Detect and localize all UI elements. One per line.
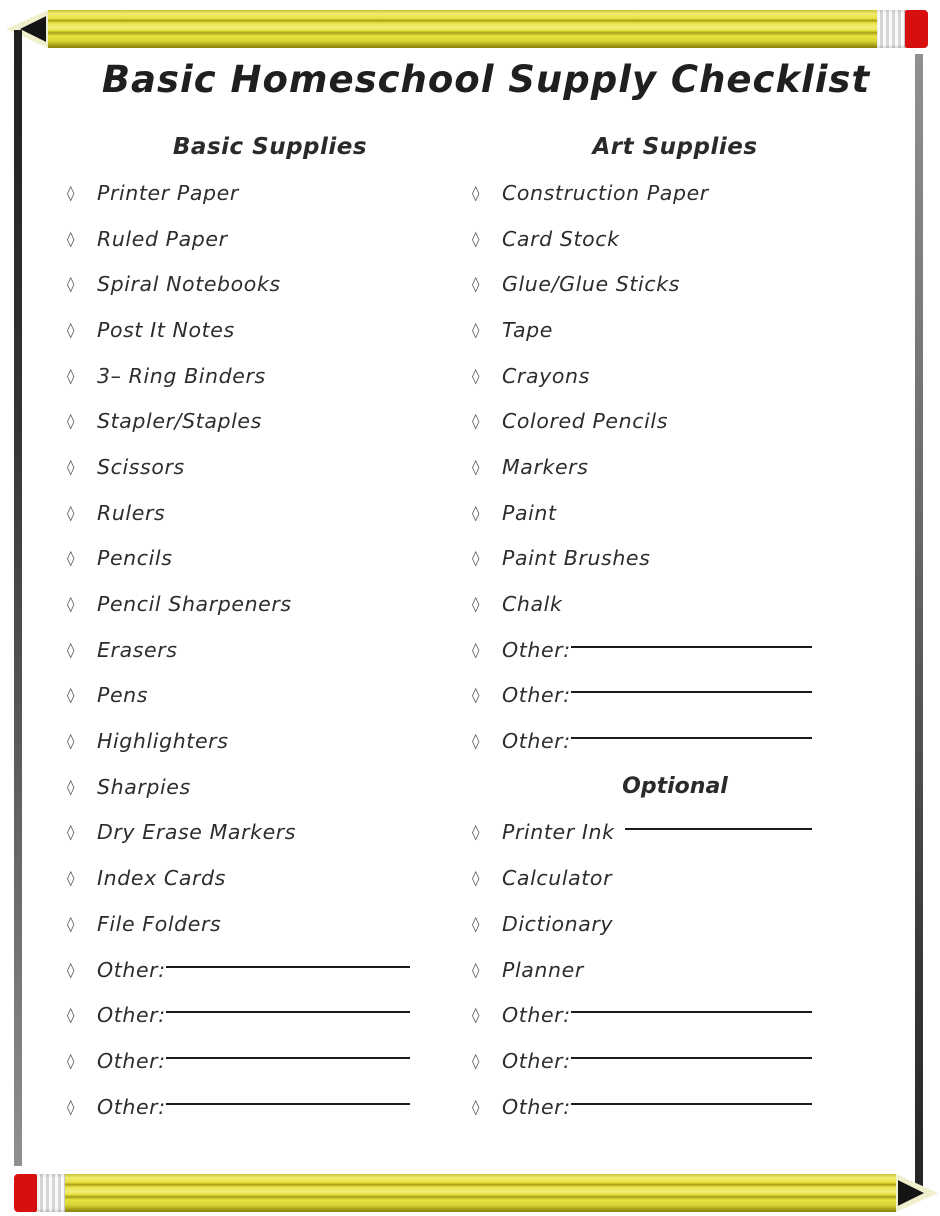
pencil-body — [65, 1174, 896, 1212]
diamond-bullet-icon: ◊ — [67, 595, 75, 614]
diamond-bullet-icon: ◊ — [67, 320, 75, 339]
checklist-item — [470, 216, 812, 262]
fill-in-blank-line — [625, 827, 812, 830]
item-label: Ruled Paper — [97, 226, 228, 251]
pencil-ferrule-icon — [37, 1174, 65, 1212]
checklist-items — [470, 810, 812, 1130]
checklist-item — [470, 307, 812, 353]
item-label: Colored Pencils — [502, 409, 668, 434]
diamond-bullet-icon: ◊ — [67, 1006, 75, 1025]
item-label: Paint — [502, 500, 557, 525]
item-label: Other: — [502, 683, 571, 708]
diamond-bullet-icon: ◊ — [67, 732, 75, 751]
item-label: 3– Ring Binders — [97, 363, 266, 388]
item-label: Stapler/Staples — [97, 409, 262, 434]
diamond-bullet-icon: ◊ — [472, 1051, 480, 1070]
item-label: Spiral Notebooks — [97, 272, 281, 297]
diamond-bullet-icon: ◊ — [472, 229, 480, 248]
item-label: Rulers — [97, 500, 166, 525]
diamond-bullet-icon: ◊ — [472, 1097, 480, 1116]
checklist-item — [65, 947, 410, 993]
diamond-bullet-icon: ◊ — [472, 732, 480, 751]
checklist-item — [65, 536, 410, 582]
diamond-bullet-icon: ◊ — [67, 275, 75, 294]
checklist-item — [65, 1038, 410, 1084]
checklist-item — [470, 673, 812, 719]
diamond-bullet-icon: ◊ — [67, 183, 75, 202]
diamond-bullet-icon: ◊ — [67, 412, 75, 431]
diamond-bullet-icon: ◊ — [472, 320, 480, 339]
fill-in-blank-line — [571, 736, 812, 739]
item-label: Printer Paper — [97, 180, 239, 205]
pencil-ferrule-icon — [877, 10, 905, 48]
item-label: Paint Brushes — [502, 546, 651, 571]
diamond-bullet-icon: ◊ — [67, 1051, 75, 1070]
item-label: Printer Ink — [502, 820, 615, 845]
checklist-item — [470, 992, 812, 1038]
diamond-bullet-icon: ◊ — [67, 640, 75, 659]
diamond-bullet-icon: ◊ — [67, 960, 75, 979]
checklist-item — [470, 855, 812, 901]
diamond-bullet-icon: ◊ — [67, 823, 75, 842]
fill-in-blank-line — [571, 690, 812, 693]
checklist-item — [65, 627, 410, 673]
item-label: Card Stock — [502, 226, 620, 251]
diamond-bullet-icon: ◊ — [472, 823, 480, 842]
diamond-bullet-icon: ◊ — [67, 1097, 75, 1116]
checklist-item — [65, 855, 410, 901]
item-label: Index Cards — [97, 866, 226, 891]
item-label: Planner — [502, 957, 584, 982]
item-label: Other: — [97, 1003, 166, 1028]
basic-supplies-column — [65, 128, 410, 1129]
checklist-item — [65, 581, 410, 627]
fill-in-blank-line — [166, 965, 410, 968]
checklist-item — [65, 353, 410, 399]
diamond-bullet-icon: ◊ — [67, 229, 75, 248]
pencil-border-bottom — [14, 1174, 924, 1212]
checklist-item — [65, 1084, 410, 1130]
item-label: Glue/Glue Sticks — [502, 272, 680, 297]
checklist-item — [470, 444, 812, 490]
left-border-bar — [14, 30, 22, 1166]
item-label: Other: — [97, 1094, 166, 1119]
item-label: Chalk — [502, 592, 563, 617]
checklist-item — [65, 901, 410, 947]
checklist-item — [65, 307, 410, 353]
right-border-bar — [915, 54, 923, 1191]
checklist-item — [65, 992, 410, 1038]
diamond-bullet-icon: ◊ — [472, 457, 480, 476]
item-label: Tape — [502, 317, 553, 342]
item-label: Erasers — [97, 637, 178, 662]
checklist-item — [470, 353, 812, 399]
diamond-bullet-icon: ◊ — [472, 960, 480, 979]
item-label: File Folders — [97, 911, 222, 936]
item-label: Pens — [97, 683, 149, 708]
checklist-item — [65, 490, 410, 536]
checklist-item — [65, 764, 410, 810]
diamond-bullet-icon: ◊ — [472, 412, 480, 431]
item-label: Highlighters — [97, 729, 229, 754]
diamond-bullet-icon: ◊ — [472, 914, 480, 933]
diamond-bullet-icon: ◊ — [67, 869, 75, 888]
pencil-eraser-icon — [14, 1174, 37, 1212]
diamond-bullet-icon: ◊ — [67, 457, 75, 476]
art-supplies-column — [470, 128, 812, 1129]
diamond-bullet-icon: ◊ — [67, 549, 75, 568]
item-label: Dry Erase Markers — [97, 820, 297, 845]
checklist-item — [470, 947, 812, 993]
checklist-item — [65, 398, 410, 444]
fill-in-blank-line — [166, 1056, 410, 1059]
item-label: Dictionary — [502, 911, 614, 936]
checklist-item — [470, 901, 812, 947]
checklist-item — [470, 1084, 812, 1130]
item-label: Markers — [502, 454, 589, 479]
fill-in-blank-line — [166, 1010, 410, 1013]
diamond-bullet-icon: ◊ — [472, 503, 480, 522]
item-label: Other: — [502, 637, 571, 662]
checklist-items — [470, 170, 812, 764]
checklist-item — [65, 444, 410, 490]
fill-in-blank-line — [571, 1102, 812, 1105]
item-label: Sharpies — [97, 774, 191, 799]
item-label: Other: — [97, 1048, 166, 1073]
item-label: Scissors — [97, 454, 185, 479]
diamond-bullet-icon: ◊ — [472, 869, 480, 888]
checklist-item — [470, 627, 812, 673]
diamond-bullet-icon: ◊ — [472, 183, 480, 202]
diamond-bullet-icon: ◊ — [472, 595, 480, 614]
diamond-bullet-icon: ◊ — [472, 686, 480, 705]
item-label: Construction Paper — [502, 180, 709, 205]
checklist-item — [65, 810, 410, 856]
fill-in-blank-line — [166, 1102, 410, 1105]
section-heading: Optional — [622, 773, 728, 799]
page-title: Basic Homeschool Supply Checklist — [101, 58, 871, 101]
diamond-bullet-icon: ◊ — [67, 366, 75, 385]
checklist-item — [470, 398, 812, 444]
section-heading: Art Supplies — [592, 134, 758, 160]
diamond-bullet-icon: ◊ — [67, 686, 75, 705]
checklist-item — [65, 216, 410, 262]
section-heading: Basic Supplies — [172, 134, 368, 160]
diamond-bullet-icon: ◊ — [67, 503, 75, 522]
item-label: Other: — [502, 729, 571, 754]
item-label: Pencils — [97, 546, 173, 571]
diamond-bullet-icon: ◊ — [67, 914, 75, 933]
item-label: Crayons — [502, 363, 590, 388]
item-label: Pencil Sharpeners — [97, 592, 292, 617]
fill-in-blank-line — [571, 1056, 812, 1059]
diamond-bullet-icon: ◊ — [472, 1006, 480, 1025]
checklist-item — [65, 261, 410, 307]
diamond-bullet-icon: ◊ — [67, 777, 75, 796]
pencil-body — [48, 10, 877, 48]
checklist-item — [470, 1038, 812, 1084]
item-label: Post It Notes — [97, 317, 235, 342]
checklist-item — [470, 581, 812, 627]
diamond-bullet-icon: ◊ — [472, 275, 480, 294]
checklist-item — [65, 673, 410, 719]
checklist-item — [470, 261, 812, 307]
item-label: Other: — [502, 1003, 571, 1028]
pencil-border-top — [20, 10, 928, 48]
checklist-item — [470, 170, 812, 216]
diamond-bullet-icon: ◊ — [472, 366, 480, 385]
checklist-items — [65, 170, 410, 1129]
checklist-item — [470, 490, 812, 536]
checklist-item — [65, 170, 410, 216]
item-label: Other: — [502, 1094, 571, 1119]
fill-in-blank-line — [571, 1010, 812, 1013]
checklist-item — [470, 536, 812, 582]
fill-in-blank-line — [571, 645, 812, 648]
checklist-item — [470, 718, 812, 764]
item-label: Calculator — [502, 866, 613, 891]
pencil-eraser-icon — [905, 10, 928, 48]
checklist-item — [65, 718, 410, 764]
diamond-bullet-icon: ◊ — [472, 549, 480, 568]
diamond-bullet-icon: ◊ — [472, 640, 480, 659]
item-label: Other: — [502, 1048, 571, 1073]
item-label: Other: — [97, 957, 166, 982]
checklist-item — [470, 810, 812, 856]
